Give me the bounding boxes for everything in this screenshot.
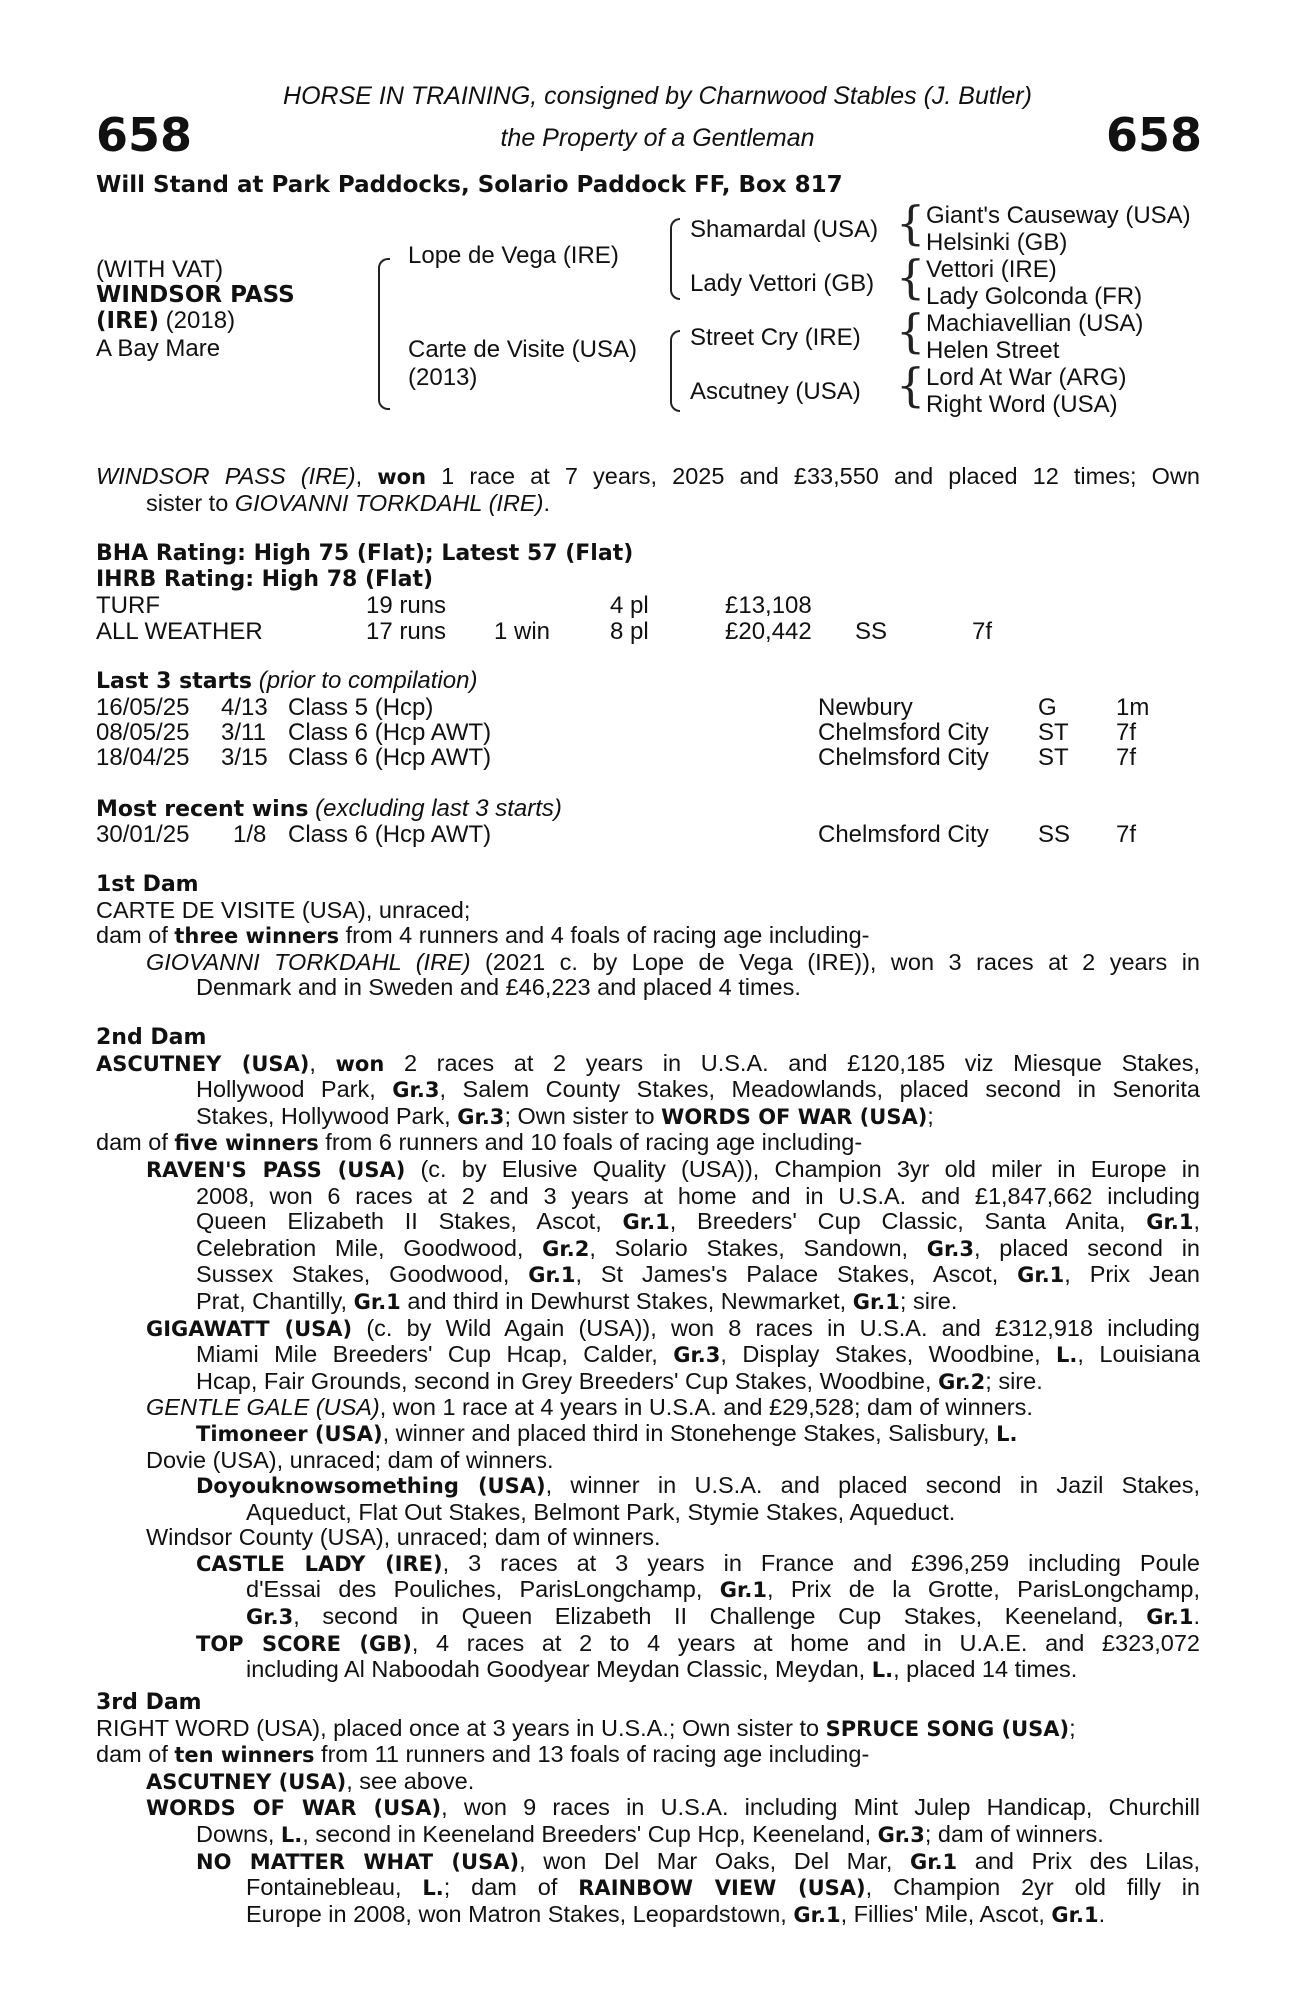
distance: 7f [972,618,993,645]
brace-ss: { [896,196,926,250]
race-date: 30/01/25 [96,821,190,848]
distance: 7f [1116,719,1137,746]
finish-position: 3/11 [221,719,266,746]
race-class: Class 6 (Hcp AWT) [288,821,492,848]
sire: Lope de Vega (IRE) [408,242,619,269]
distance: 7f [1116,744,1137,771]
dam-dam-sire: Lord At War (ARG) [926,364,1127,391]
runs: 17 runs [366,618,447,645]
going: SS [1038,821,1071,848]
finish-position: 4/13 [221,694,268,721]
course: Chelmsford City [818,744,989,771]
race-summary: WINDSOR PASS (IRE), won 1 race at 7 years, 2025 and £33,550 and placed 12 times; Own sister to GIOVANNI TORKDAHL (IRE). [96,463,1200,516]
course: Chelmsford City [818,719,989,746]
second-dam-section: 2nd Dam ASCUTNEY (USA), won 2 races at 2 years in U.S.A. and £120,185 viz Miesque Stakes, Hollywood Park, Gr.3, Salem County Stakes, Meadowlands, placed second in Senorita Stakes, Hollywood Park, Gr.3; Own sister to WORDS OF WAR (USA); dam of five winners from 6 runners and 10 foals of racing age including- RAVEN'S PASS (USA) (c. by Elusive Quality (USA)), Champion 3yr old miler in Europe in 2008, won 6 races at 2 and 3 years at home and in U.S.A. and £1,847,662 including Queen Elizabeth II Stakes, Ascot, Gr.1, Breeders' Cup Classic, Santa Anita, Gr.1, Celebration Mile, Goodwood, Gr.2, Solario Stakes, Sandown, Gr.3, placed second in Sussex Stakes, Goodwood, Gr.1, St James's Palace Stakes, Ascot, Gr.1, Prix Jean Prat, Chantilly, Gr.1 and third in Dewhurst Stakes, Newmarket, Gr.1; sire. GIGAWATT (USA) (c. by Wild Again (USA)), won 8 races in U.S.A. and £312,918 including Miami Mile Breeders' Cup Hcap, Calder, Gr.3, Display Stakes, Woodbine, L., Louisiana Hcap, Fair Grounds, second in Grey Breeders' Cup Stakes, Woodbine, Gr.2; sire. GENTLE GALE (USA), won 1 race at 4 years in U.S.A. and £29,528; dam of winners. Timoneer (USA), winner and placed third in Stonehenge Stakes, Salisbury, L. Dovie (USA), unraced; dam of winners. Doyouknowsomething (USA), winner in U.S.A. and placed second in Jazil Stakes, Aqueduct, Flat Out Stakes, Belmont Park, Stymie Stakes, Aqueduct. Windsor County (USA), unraced; dam of winners. CASTLE LADY (IRE), 3 races at 3 years in France and £396,259 including Poule d'Essai des Pouliches, ParisLongchamp, Gr.1, Prix de la Grotte, ParisLongchamp, Gr.3, second in Queen Elizabeth II Challenge Cup Stakes, Keeneland, Gr.1. TOP SCORE (GB), 4 races at 2 to 4 years at home and in U.A.E. and £323,072 including Al Naboodah Goodyear Meydan Classic, Meydan, L., placed 14 times. [96,1025,1201,1683]
prize-money: £20,442 [725,618,812,645]
course: Chelmsford City [818,821,989,848]
last-starts-heading: Last 3 starts (prior to compilation) [96,667,478,694]
sire-dam-dam: Lady Golconda (FR) [926,283,1143,310]
recent-wins-heading: Most recent wins (excluding last 3 starts) [96,795,562,822]
sire-dam-sire: Vettori (IRE) [926,256,1057,283]
ihrb-rating: IHRB Rating: High 78 (Flat) [96,567,434,592]
finish-position: 3/15 [221,744,268,771]
third-dam-heading: 3rd Dam [96,1690,202,1715]
first-dam-section: 1st Dam CARTE DE VISITE (USA), unraced; dam of three winners from 4 runners and 4 foals of racing age including- GIOVANNI TORKDAHL (IRE) (2021 c. by Lope de Vega (IRE)), won 3 races at 2 years in Denmark and in Sweden and £46,223 and placed 4 times. [96,872,1200,1001]
finish-position: 1/8 [233,821,267,848]
surface: ALL WEATHER [96,618,263,645]
vat-note: (WITH VAT) [96,256,224,283]
dam-sire-sire: Machiavellian (USA) [926,310,1144,337]
distance: 7f [1116,821,1137,848]
horse-description: A Bay Mare [96,335,221,362]
race-date: 08/05/25 [96,719,190,746]
going: ST [1038,744,1069,771]
going: SS [855,618,888,645]
wins: 1 win [494,618,551,645]
horse-name: WINDSOR PASS [96,282,295,308]
distance: 1m [1116,694,1150,721]
property-line: the Property of a Gentleman [500,124,815,152]
going: ST [1038,719,1069,746]
sire-sire: Shamardal (USA) [690,216,879,243]
dam-dam-dam: Right Word (USA) [926,391,1118,418]
third-dam-section: 3rd Dam RIGHT WORD (USA), placed once at 3 years in U.S.A.; Own sister to SPRUCE SONG (USA); dam of ten winners from 11 runners and 13 foals of racing age including- ASCUTNEY (USA), see above. WORDS OF WAR (USA), won 9 races in U.S.A. including Mint Julep Handicap, Churchill Downs, L., second in Keeneland Breeders' Cup Hcp, Keeneland, Gr.3; dam of winners. NO MATTER WHAT (USA), won Del Mar Oaks, Del Mar, Gr.1 and Prix des Lilas, Fontainebleau, L.; dam of RAINBOW VIEW (USA), Champion 2yr old filly in Europe in 2008, won Matron Stakes, Leopardstown, Gr.1, Fillies' Mile, Ascot, Gr.1. [96,1690,1201,1927]
race-date: 18/04/25 [96,744,190,771]
second-dam-heading: 2nd Dam [96,1025,207,1050]
dam-sire: Street Cry (IRE) [690,324,861,351]
consignor-line: HORSE IN TRAINING, consigned by Charnwood Stables (J. Butler) [283,82,1032,110]
sire-sire-sire: Giant's Causeway (USA) [926,202,1191,229]
dam-dam: Ascutney (USA) [690,378,861,405]
runs: 19 runs [366,592,447,619]
placings: 8 pl [610,618,649,645]
race-date: 16/05/25 [96,694,190,721]
race-class: Class 5 (Hcp) [288,694,434,721]
surface: TURF [96,592,160,619]
dam-year: (2013) [408,364,478,391]
going: G [1038,694,1057,721]
pedigree-bracket-main [378,258,390,410]
dam-bracket [670,330,680,412]
brace-dd: { [896,358,926,412]
brace-ds: { [896,304,926,358]
prize-money: £13,108 [725,592,812,619]
horse-origin: (IRE) (2018) [96,307,236,334]
lot-number-left: 658 [96,108,193,162]
dam-sire-dam: Helen Street [926,337,1060,364]
placings: 4 pl [610,592,649,619]
race-class: Class 6 (Hcp AWT) [288,719,492,746]
race-class: Class 6 (Hcp AWT) [288,744,492,771]
course: Newbury [818,694,913,721]
sire-dam: Lady Vettori (GB) [690,270,875,297]
first-dam-heading: 1st Dam [96,872,199,897]
dam: Carte de Visite (USA) [408,336,637,363]
sire-sire-dam: Helsinki (GB) [926,229,1068,256]
lot-number-right: 658 [1105,108,1202,162]
bha-rating: BHA Rating: High 75 (Flat); Latest 57 (Flat) [96,541,634,566]
brace-sd: { [896,250,926,304]
stand-location: Will Stand at Park Paddocks, Solario Paddock FF, Box 817 [96,172,843,198]
sire-bracket [670,218,680,300]
